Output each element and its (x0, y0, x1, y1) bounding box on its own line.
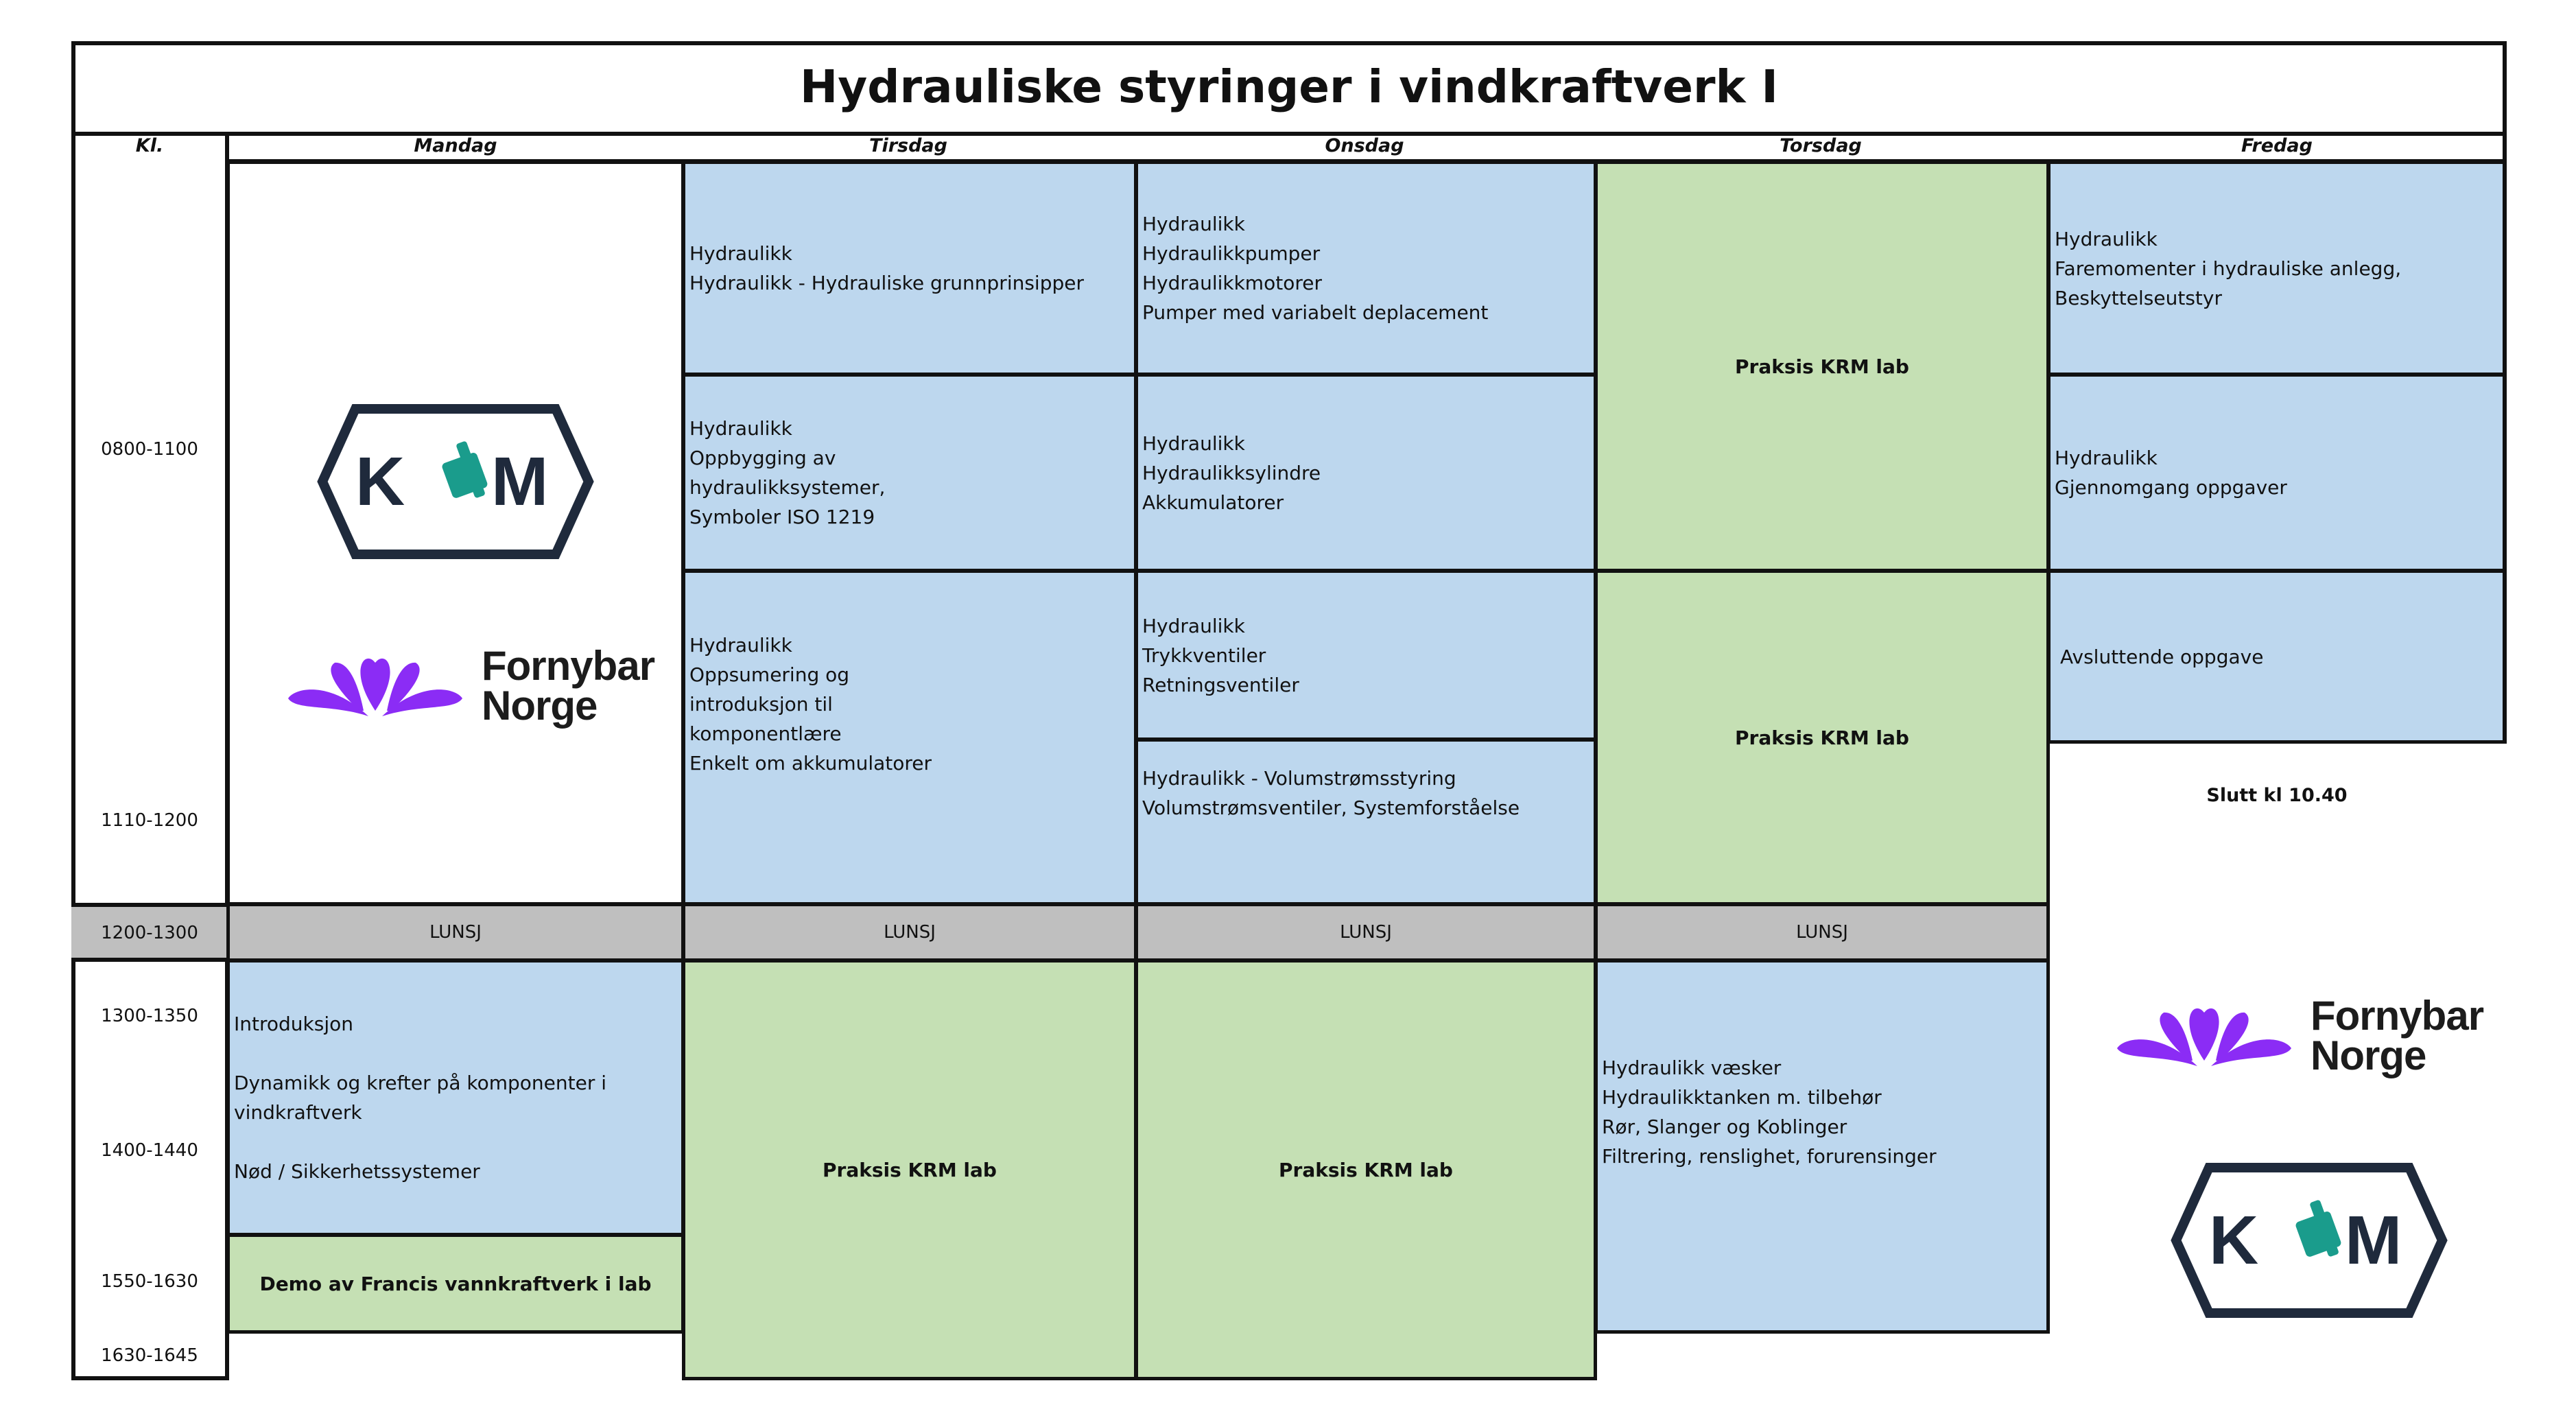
cell-line: Filtrering, renslighet, forurensinger (1602, 1145, 1937, 1168)
cell-text: Praksis KRM lab (1735, 726, 1909, 749)
cell-line: Avsluttende oppgave (2060, 645, 2264, 668)
cell-line: Pumper med variabelt deplacement (1142, 301, 1489, 324)
lunch-label: LUNSJ (1796, 921, 1848, 943)
cell-line: Hydraulikkpumper (1142, 242, 1321, 265)
monday-demo (226, 1233, 685, 1334)
friday-cell-1 (2047, 161, 2507, 376)
cell-line: Hydraulikk (2055, 227, 2158, 250)
cell-spacer (234, 1127, 677, 1157)
wednesday-cell-2 (1135, 373, 1597, 572)
day-header-tirsdag: Tirsdag (869, 135, 947, 156)
cell-spacer (234, 1039, 677, 1068)
monday-afternoon (226, 959, 685, 1236)
lunch-tuesday (682, 903, 1137, 962)
tuesday-cell-2 (682, 373, 1137, 572)
cell-line: Hydraulikk (2055, 447, 2158, 469)
cell-line: Beskyttelseutstyr (2055, 286, 2222, 309)
lunch-wednesday (1135, 903, 1597, 962)
cell-text: Demo av Francis vannkraftverk i lab (259, 1272, 652, 1295)
cell-line: Oppsumering og (689, 663, 850, 686)
km-logo-m: M (2345, 1202, 2402, 1279)
page-title: Hydrauliske styringer i vindkraftverk I (800, 60, 1778, 113)
cell-line: Hydraulikk (689, 417, 792, 440)
cell-line: Retningsventiler (1142, 673, 1299, 696)
lunch-monday (226, 903, 685, 962)
cell-line: Hydraulikktanken m. tilbehør (1602, 1086, 1882, 1109)
cell-line: Akkumulatorer (1142, 491, 1284, 514)
km-logo (314, 402, 597, 561)
thursday-cell-2 (1594, 569, 2050, 906)
fornybar-text: Fornybar (482, 643, 655, 689)
cell-line: Hydraulikk (689, 242, 792, 265)
day-header-fredag: Fredag (2241, 135, 2313, 156)
wednesday-cell-3 (1135, 569, 1597, 741)
fornybar-norge-logo (2112, 992, 2484, 1081)
wednesday-cell-4 (1135, 738, 1597, 906)
norge-text: Norge (482, 683, 598, 729)
tuesday-cell-1 (682, 161, 1137, 376)
day-header-mandag: Mandag (414, 135, 497, 156)
cell-line: Hydraulikk - Hydrauliske grunnprinsipper (689, 272, 1084, 294)
cell-line: Enkelt om akkumulatorer (689, 752, 932, 775)
km-logo (2168, 1161, 2450, 1320)
km-logo-m: M (491, 443, 549, 520)
time-label: 1550-1630 (101, 1271, 198, 1292)
cell-line: Hydraulikkmotorer (1142, 272, 1322, 294)
time-label: 1630-1645 (101, 1345, 198, 1366)
norge-text: Norge (2311, 1032, 2426, 1078)
thursday-cell-1 (1594, 161, 2050, 572)
fornybar-text: Fornybar (2311, 993, 2484, 1039)
cell-line: hydraulikksystemer, (689, 476, 886, 499)
kl-header: Kl. (135, 135, 164, 156)
time-label: 0800-1100 (101, 439, 198, 460)
time-column-bottom (71, 1376, 229, 1380)
wednesday-cell-1 (1135, 161, 1597, 376)
km-logo-k: K (2209, 1202, 2259, 1279)
cell-line: Rør, Slanger og Koblinger (1602, 1115, 1847, 1138)
cell-line: Trykkventiler (1142, 644, 1266, 667)
cell-line: Hydraulikk væsker (1602, 1056, 1782, 1079)
cell-text: Praksis KRM lab (823, 1158, 997, 1181)
frame-right-upper (2503, 41, 2507, 744)
cell-line: Gjennomgang oppgaver (2055, 476, 2287, 499)
cell-line: Symboler ISO 1219 (689, 506, 875, 528)
lunch-label: LUNSJ (884, 921, 936, 943)
lunch-label: LUNSJ (1340, 921, 1392, 943)
friday-cell-3 (2047, 569, 2507, 744)
cell-line: Volumstrømsventiler, Systemforståelse (1142, 796, 1520, 819)
cell-line: Dynamikk og krefter på komponenter i (234, 1072, 607, 1094)
cell-text: Praksis KRM lab (1735, 355, 1909, 378)
wednesday-afternoon (1135, 959, 1597, 1380)
thursday-afternoon (1594, 959, 2050, 1334)
cell-line: Oppbygging av (689, 447, 836, 469)
time-label: 1300-1350 (101, 1006, 198, 1026)
cell-line: Hydraulikk (1142, 213, 1245, 235)
end-note: Slutt kl 10.40 (2206, 785, 2348, 806)
cell-line: Introduksjon (234, 1013, 353, 1035)
day-header-torsdag: Torsdag (1780, 135, 1862, 156)
lunch-label: LUNSJ (429, 921, 482, 943)
time-label: 1200-1300 (101, 923, 198, 943)
cell-line: Hydraulikk (1142, 614, 1245, 637)
cell-line: vindkraftverk (234, 1101, 362, 1124)
tuesday-afternoon (682, 959, 1137, 1380)
cell-line: Hydraulikk (1142, 432, 1245, 455)
time-label: 1400-1440 (101, 1140, 198, 1161)
time-label: 1110-1200 (101, 810, 198, 831)
cell-line: komponentlære (689, 722, 842, 745)
cell-line: Nød / Sikkerhetssystemer (234, 1160, 480, 1183)
fornybar-norge-logo (283, 642, 655, 731)
cell-line: Faremomenter i hydrauliske anlegg, (2055, 257, 2402, 280)
km-logo-k: K (355, 443, 405, 520)
day-header-onsdag: Onsdag (1325, 135, 1404, 156)
friday-cell-2 (2047, 373, 2507, 572)
cell-line: introduksjon til (689, 693, 833, 716)
lunch-thursday (1594, 903, 2050, 962)
cell-line: Hydraulikk - Volumstrømsstyring (1142, 767, 1456, 790)
tuesday-cell-3 (682, 569, 1137, 906)
cell-line: Hydraulikksylindre (1142, 461, 1321, 484)
cell-text: Praksis KRM lab (1279, 1158, 1453, 1181)
cell-line: Hydraulikk (689, 634, 792, 657)
